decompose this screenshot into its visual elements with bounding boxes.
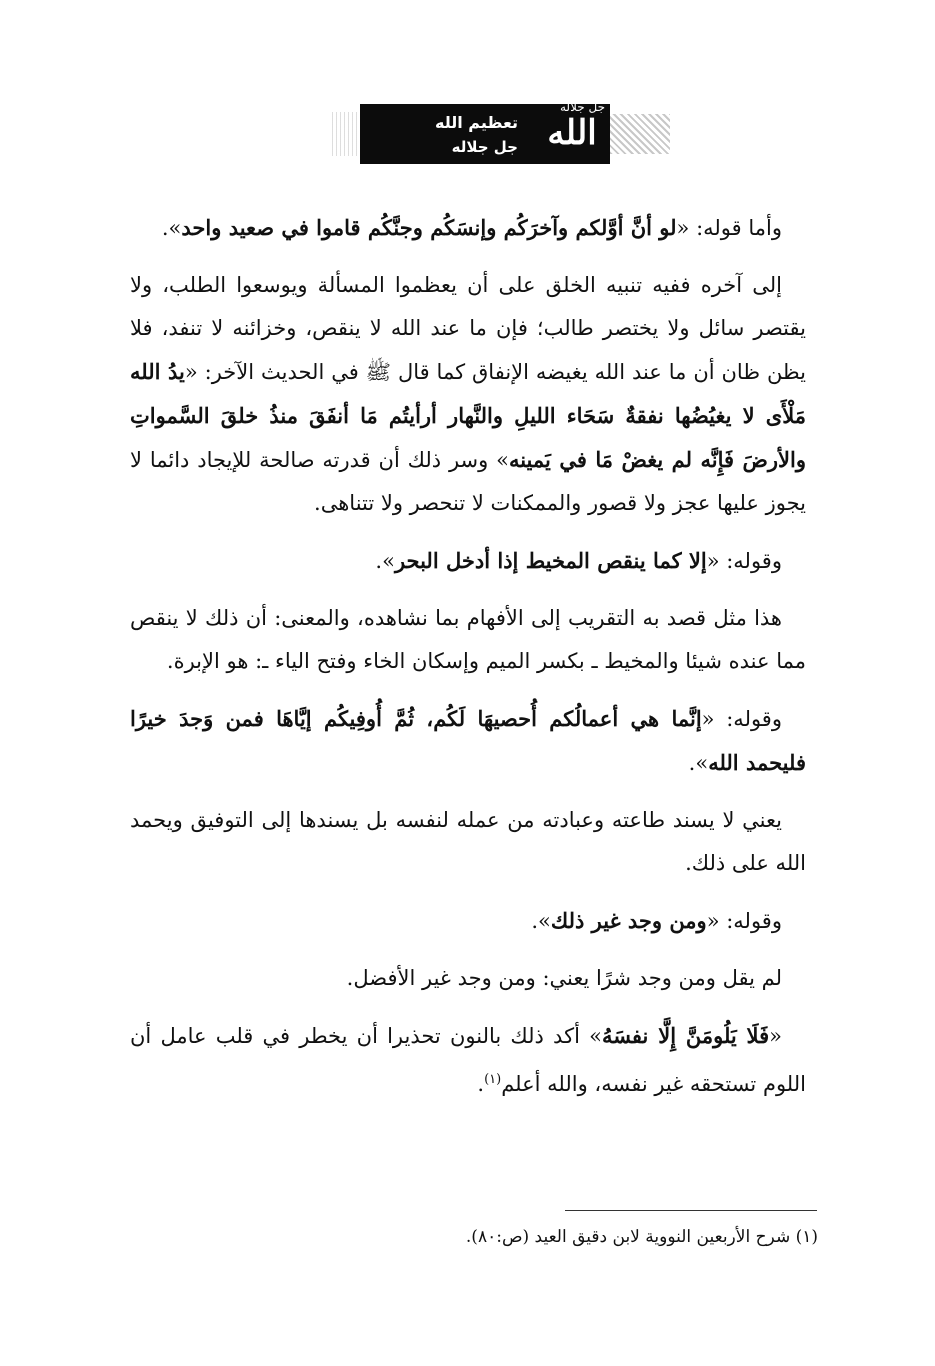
page-body [130,206,806,1120]
footnote-marker[interactable]: (١) [484,1072,502,1087]
paragraph-text: وقوله: « [706,909,782,933]
paragraph-text: هذا مثل قصد به التقريب إلى الأفهام بما نشاهده، والمعنى: أن ذلك لا ينقص مما عنده شيئا والمخيط ـ بكسر الميم وإسكان الخاء وفتح الياء ـ: هو الإبرة. [130,606,806,673]
paragraph-text: إلى آخره ففيه تنبيه الخلق على أن يعظموا المسألة ويوسعوا الطلب، ولا يقتصر سائل ولا يختصر طالب؛ فإن ما عند الله لا ينقص، وخزائنه لا تنفد، فلا يظن ظان أن ما عند الله يغيضه الإنفاق كما قال ﷺ في الحديث الآخر: « [130,273,807,384]
paragraph-text: وقوله: « [701,707,782,731]
footnote: (١) شرح الأربعين النووية لابن دقيق العيد (ص:٨٠). [465,1227,818,1247]
paragraph-p8 [130,957,806,1000]
header-ornament-right [610,114,670,154]
paragraph-text: ». [531,909,551,933]
header-title: تعظيم الله [435,113,518,132]
paragraph-text: لم يقل ومن وجد شرًا يعني: ومن وجد غير الأفضل. [346,966,782,990]
paragraph-text: ». [161,216,182,240]
quoted-hadith-text: إلا كما ينقص المخيط إذا أدخل البحر [394,548,707,573]
paragraph-text: » أكد ذلك بالنون تحذيرا أن يخطر في قلب عامل أن اللوم تستحقه غير نفسه، والله أعلم [130,1024,806,1096]
paragraph-p4 [130,597,806,683]
quoted-hadith-text: يدُ الله مَلْأَى لا يغيُضُها نفقةٌ سَحَاء الليلِ والنَّهار أرأيتُم مَا أنفَقَ منذُ خلقَ السَّمواتِ والأرضَ فَإِنَّه لم يغضْ مَا في يَمينه [130,359,806,472]
paragraph-text: ». [688,751,709,775]
paragraph-text: « [769,1024,782,1048]
quoted-hadith-text: إنَّما هي أعمالُكم أُحصيهَا لَكُم، ثُمَّ أُوفِيكُم إيَّاهَا فمن وَجدَ خيرًا فليحمد الله [130,706,806,775]
paragraph-text: . [477,1072,485,1096]
paragraph-p1 [130,206,806,250]
paragraph-text: ». [375,549,395,573]
footnote-divider [565,1210,817,1211]
paragraph-p6 [130,799,806,885]
header-subtitle: جل جلاله [451,138,518,156]
header-ornament-left [332,112,360,156]
paragraph-p9 [130,1014,806,1106]
paragraph-p3 [130,539,806,583]
header-calligraphy-logo: الله [547,113,597,153]
paragraph-p2 [130,264,806,525]
paragraph-text: وأما قوله: « [676,216,782,240]
quoted-hadith-text: ومن وجد غير ذلك [550,908,707,933]
header-calligraphy-small: جل جلاله [560,100,605,114]
paragraph-p5 [130,697,806,785]
quoted-hadith-text: فَلَا يَلُومَنَّ إِلَّا نفسَهُ [601,1023,770,1048]
paragraph-text: وقوله: « [706,549,782,573]
page-header [332,96,687,170]
paragraph-p7 [130,899,806,943]
quoted-hadith-text: لو أنَّ أوَّلكم وآخرَكُم وإنسَكُم وجنَّكُم قاموا في صعيد واحد [181,215,677,240]
paragraph-text: يعني لا يسند طاعته وعبادته من عمله لنفسه بل يسندها إلى التوفيق ويحمد الله على ذلك. [130,808,806,875]
paragraph-text: » وسر ذلك أن قدرته صالحة للإيجاد دائما لا يجوز عليها عجز ولا قصور والممكنات لا تنحصر ولا تتناهى. [130,448,806,515]
